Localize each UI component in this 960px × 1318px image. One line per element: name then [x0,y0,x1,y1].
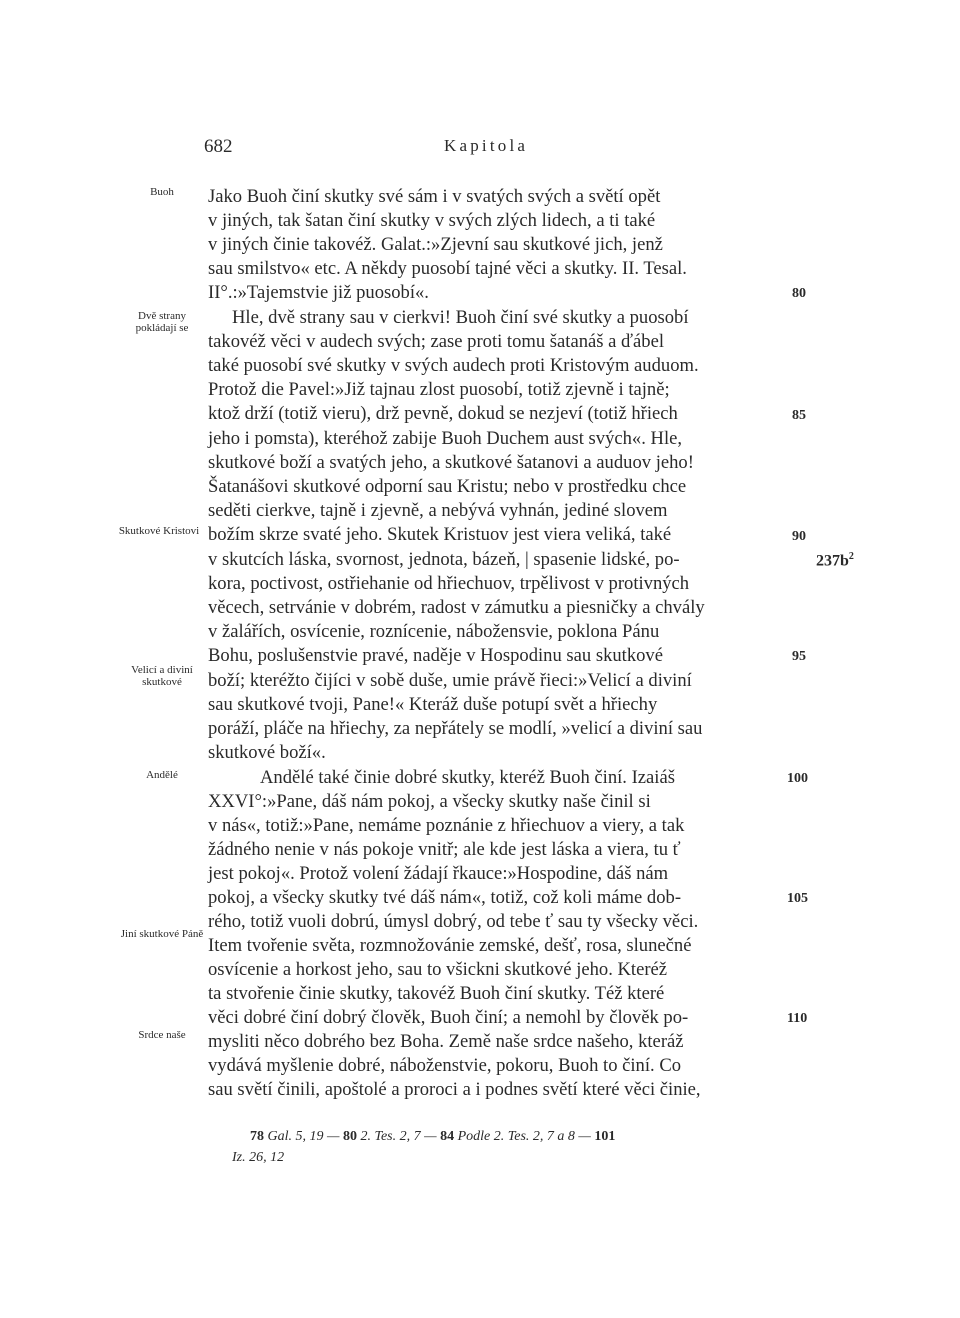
text-line: Šatanášovi skutkové odporní sau Kristu; nebo v prostředku chce [208,476,687,497]
line-number: 85 [792,408,806,423]
line-number: 80 [792,286,806,301]
text-line: takovéž věci v audech svých; zase proti tomu šatanáš a ďábel [208,331,665,352]
margin-note: Skutkové Kristovi [118,525,200,537]
running-head: Kapitola [444,136,529,155]
line-number: 90 [792,529,806,544]
text-line: Hle, dvě strany sau v cierkvi! Buoh činí své skutky a puosobí [232,307,689,328]
text-line: jeho i pomsta), kteréhož zabije Buoh Duchem aust svých«. Hle, [208,428,683,449]
text-line: Andělé také činie dobré skutky, kteréž Buoh činí. Izaiáš [260,767,675,788]
text-line: v žalářích, osvícenie, roznícenie, nábožensvie, poklona Pánu [208,621,660,642]
text-line: ta stvořenie činie skutky, takovéž Buoh činí skutky. Též které [208,983,665,1004]
footnote-line: Iz. 26, 12 [232,1150,285,1165]
line-number: 95 [792,649,806,664]
text-line: jest pokoj«. Protož volení žádají řkauce:»Hospodine, dáš nám [208,863,669,884]
text-line: sau smilstvo« etc. A někdy puosobí tajné věci a skutky. II. Tesal. [208,258,687,279]
text-line: sau skutkové tvoji, Pane!« Kteráž duše potupí svět a hřiechy [208,694,658,715]
text-line: skutkové boží«. [208,742,326,763]
text-line: Bohu, poslušenstvie pravé, naděje v Hospodinu sau skutkové [208,645,663,666]
text-line: Protož die Pavel:»Již tajnau zlost puosobí, totiž zjevně i tajně; [208,379,670,400]
text-line: poráží, pláče na hřiechy, za nepřátely se modlí, »velicí a diviní sau [208,718,703,739]
text-line: osvícenie a horkost jeho, sau to všickni skutkové jeho. Kteréž [208,959,668,980]
margin-note: Jiní skutkové Páně [120,928,204,940]
margin-note: Srdce naše [138,1029,186,1041]
text-line: žádného nenie v nás pokoje vnitř; ale kde jest láska a viera, tu ť [208,839,681,860]
margin-note: Buoh [150,186,174,198]
text-line: sau světí činili, apoštolé a proroci a i podnes světí které věci činie, [208,1079,701,1100]
text-line: skutkové boží a svatých jeho, a skutkové šatanovi a auduov jeho! [208,452,694,473]
text-line: rého, totiž vuoli dobrú, úmysl dobrý, od tebe ť sau ty všecky věci. [208,911,699,932]
page-number: 682 [204,136,233,157]
text-line: XXVI°:»Pane, dáš nám pokoj, a všecky skutky naše činil si [208,791,651,812]
text-line: v skutcích láska, svornost, jednota, bázeň, | spasenie lidské, po- [208,549,680,570]
folio-marker: $237b^2$ [816,551,854,570]
text-line: věci dobré činí dobrý člověk, Buoh činí; a nemohl by člověk po- [208,1007,689,1028]
text-line: v jiných činie takovéž. Galat.:»Zjevní sau skutkové jich, jenž [208,234,663,255]
text-line: mysliti něco dobrého bez Boha. Země naše srdce našeho, kteráž [208,1031,684,1052]
margin-note: Dvě strany pokládají se [135,310,189,334]
text-line: Jako Buoh činí skutky své sám i v svatých svých a světí opět [208,186,661,207]
text-line: boží; kteréžto čijíci v sobě duše, umie právě řieci:»Velicí a diviní [208,670,692,691]
line-number: 100 [787,771,808,786]
text-line: seděti cierkve, tajně i zjevně, a nebývá vyhnán, jediné slovem [208,500,668,521]
text-line: také puosobí své skutky v svých audech proti Kristovým auduom. [208,355,699,376]
margin-note: Andělé [146,769,178,781]
text-line: v nás«, totiž:»Pane, nemáme poznánie z hřiechuov a viery, a tak [208,815,685,836]
text-line: pokoj, a všecky skutky tvé dáš nám«, totiž, což koli máme dob- [208,887,682,908]
text-line: vydává myšlenie dobré, náboženstvie, pokoru, Buoh to činí. Co [208,1055,682,1076]
text-line: Item tvořenie světa, rozmnožovánie zemské, dešť, rosa, slunečné [208,935,692,956]
text-line: božím skrze svaté jeho. Skutek Kristuov jest viera veliká, také [208,524,672,545]
text-line: v jiných, tak šatan činí skutky v svých zlých lidech, a ti také [208,210,656,231]
text-line: kora, poctivost, ostřiehanie od hřiechuov, trpělivost v protivných [208,573,690,594]
footnote-line: 78 Gal. 5, 19 — 80 2. Tes. 2, 7 — 84 Podle 2. Tes. 2, 7 a 8 — 101 [250,1129,616,1144]
text-line: věcech, setrvánie v dobrém, radost v zámutku a piesničky a chvály [208,597,705,618]
line-number: 110 [787,1011,808,1026]
text-line: II°.:»Tajemstvie již puosobí«. [208,282,429,303]
line-number: 105 [787,891,808,906]
text-line: ktož drží (totiž vieru), drž pevně, dokud se nezjeví (totiž hřiech [208,403,678,424]
margin-note: Velicí a diviní skutkové [131,664,193,688]
